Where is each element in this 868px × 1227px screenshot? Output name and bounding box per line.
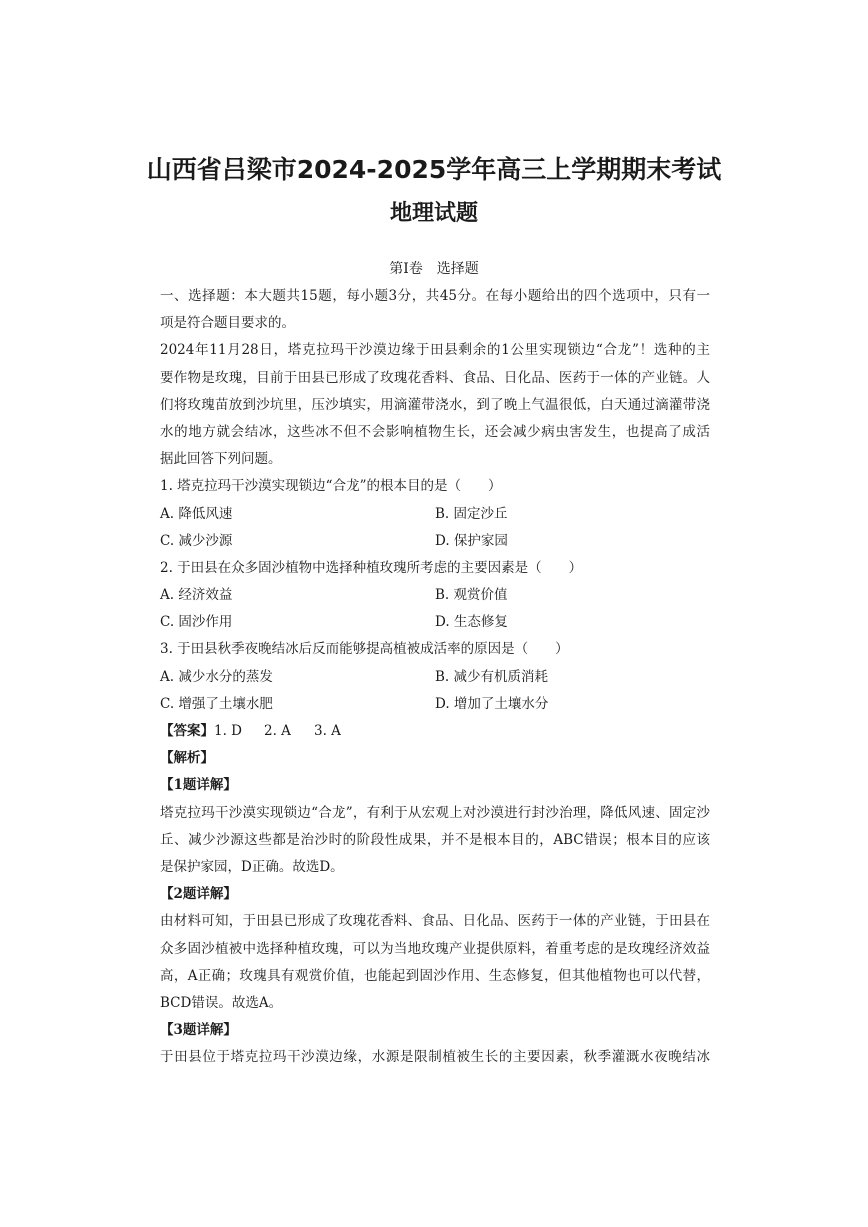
explanation-line: 于田县位于塔克拉玛干沙漠边缘，水源是限制植被生长的主要因素，秋季灌溉水夜晚结冰 [160, 1049, 710, 1066]
explanation-line: 由材料可知，于田县已形成了玫瑰花香料、食品、日化品、医药于一体的产业链，于田县在 [160, 913, 710, 930]
question-stem: 3. 于田县秋季夜晚结冰后反而能够提高植被成活率的原因是（ ） [160, 641, 569, 658]
option-d: D. 生态修复 [435, 614, 508, 631]
option-a: A. 降低风速 [160, 505, 233, 522]
passage-line: 据此回答下列问题。 [160, 451, 282, 468]
option-c: C. 减少沙源 [160, 532, 233, 549]
section-heading: 第I卷 选择题 [389, 261, 479, 277]
option-b: B. 减少有机质消耗 [435, 668, 549, 685]
option-b: B. 固定沙丘 [435, 505, 508, 522]
document-subtitle: 地理试题 [389, 201, 478, 226]
answer-1: 1. D [214, 723, 242, 739]
option-c: C. 增强了土壤水肥 [160, 695, 273, 712]
explanation-line: BCD错误。故选A。 [160, 994, 283, 1011]
question-stem: 2. 于田县在众多固沙植物中选择种植玫瑰所考虑的主要因素是（ ） [160, 559, 583, 576]
explanation-label: 【2题详解】 [160, 886, 237, 903]
document-body [160, 283, 710, 1071]
explanation-line: 塔克拉玛干沙漠实现锁边“合龙”，有利于从宏观上对沙漠进行封沙治理，降低风速、固定沙 [160, 804, 710, 821]
option-c: C. 固沙作用 [160, 614, 233, 631]
option-a: A. 减少水分的蒸发 [160, 668, 273, 685]
question-stem: 1. 塔克拉玛干沙漠实现锁边“合龙”的根本目的是（ ） [160, 478, 502, 495]
option-a: A. 经济效益 [160, 587, 233, 604]
option-b: B. 观赏价值 [435, 587, 508, 604]
answer-label: 【答案】 [160, 723, 214, 739]
option-d: D. 增加了土壤水分 [435, 695, 549, 712]
option-d: D. 保护家园 [435, 532, 508, 549]
option-row [160, 528, 710, 555]
option-row [160, 664, 710, 691]
document-title: 山西省吕梁市2024-2025学年高三上学期期末考试 [146, 155, 722, 184]
explanation-line: 高，A正确；玫瑰具有观赏价值，也能起到固沙作用、生态修复，但其他植物也可以代替， [160, 967, 710, 984]
instruction-line: 一、选择题：本大题共15题，每小题3分，共45分。在每小题给出的四个选项中，只有一 [160, 288, 710, 304]
option-row [160, 501, 710, 528]
option-row [160, 582, 710, 609]
answer-3: 3. A [314, 723, 341, 739]
passage-line: 水的地方就会结冰，这些冰不但不会影响植物生长，还会减少病虫害发生，也提高了成活 [160, 423, 710, 440]
passage-line: 们将玫瑰苗放到沙坑里，压沙填实，用滴灌带浇水，到了晚上气温很低，白天通过滴灌带浇 [160, 396, 710, 413]
passage-line: 2024年11月28日，塔克拉玛干沙漠边缘于田县剩余的1公里实现锁边“合龙”！选种的主 [160, 342, 710, 359]
instruction-line: 项是符合题目要求的。 [160, 315, 295, 332]
explanation-label: 【1题详解】 [160, 777, 237, 794]
answer-line [160, 718, 710, 745]
analysis-label: 【解析】 [160, 750, 214, 767]
explanation-line: 众多固沙植被中选择种植玫瑰，可以为当地玫瑰产业提供原料，着重考虑的是玫瑰经济效益 [160, 940, 710, 957]
explanation-line: 丘、减少沙源这些都是治沙时的阶段性成果，并不是根本目的，ABC错误；根本目的应该 [160, 831, 710, 848]
explanation-line: 是保护家园，D正确。故选D。 [160, 858, 344, 875]
option-row [160, 691, 710, 718]
answer-2: 2. A [264, 723, 291, 739]
option-row [160, 609, 710, 636]
explanation-label: 【3题详解】 [160, 1022, 237, 1039]
passage-line: 要作物是玫瑰，目前于田县已形成了玫瑰花香料、食品、日化品、医药于一体的产业链。人 [160, 369, 710, 386]
